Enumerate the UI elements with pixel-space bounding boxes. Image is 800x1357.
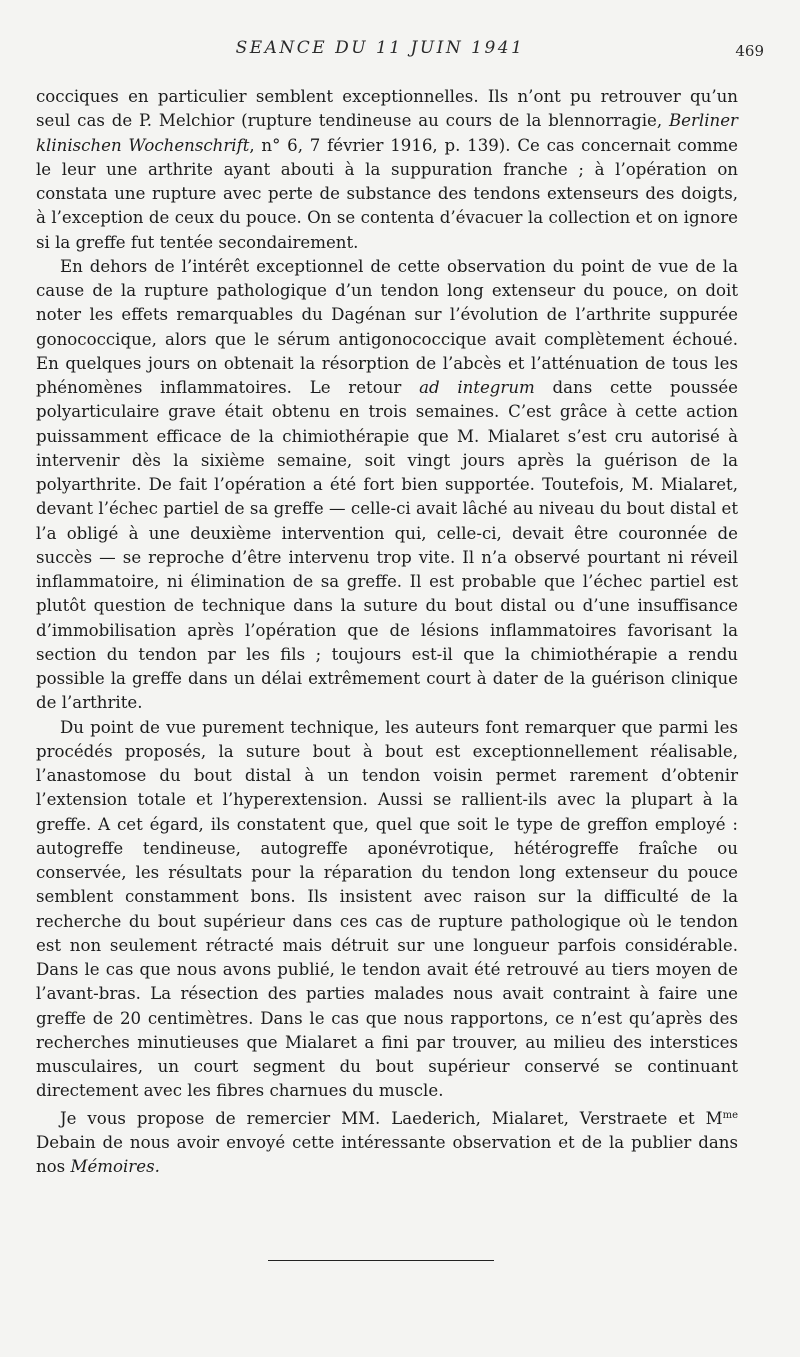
text-run: , n° 6, 7 février 1916, p. 139). Ce cas concernait comme le leur une arthrite ayant abouti à la suppuration franche ; à l’opération on constata une rupture avec perte de substance des tendons extenseurs des doigts, à l’exception de ceux du pouce. On se contenta d’évacuer la collection et on ignore si la greffe fut tentée secondairement.	[36, 135, 738, 252]
text-run: En dehors de l’intérêt exceptionnel de cette observation du point de vue de la cause de la rupture pathologique d’un tendon long extenseur du pouce, on doit noter les effets remarquables du Dagénan sur l’évolution de l’arthrite suppurée gonococcique, alors que le sérum antigonococcique avait complètement échoué. En quelques jours on obtenait la résorption de l’abcès et l’atténuation de tous les phénomènes inflammatoires. Le retour	[36, 256, 738, 397]
paragraph-4	[36, 1104, 738, 1180]
body-text	[36, 85, 738, 1179]
superscript-run: me	[722, 1109, 738, 1121]
italic-run: Berliner klinischen Wochenschrift	[36, 111, 738, 155]
text-run: cocciques en particulier semblent exceptionnelles. Ils n’ont pu retrouver qu’un seul cas de P. Melchior (rupture tendineuse au cours de la blennorragie,	[36, 87, 738, 131]
running-title: SEANCE DU 11 JUIN 1941	[235, 38, 525, 58]
italic-run: ad integrum	[419, 378, 535, 397]
text-run: Debain de nous avoir envoyé cette intéressante observation et de la publier dans nos	[36, 1132, 738, 1176]
text-run: Je vous propose de remercier MM. Laederich, Mialaret, Verstraete et M	[60, 1108, 723, 1128]
paragraph-2	[36, 255, 738, 716]
page-number: 469	[735, 42, 764, 60]
paragraph-1	[36, 85, 738, 255]
paragraph-3	[36, 716, 738, 1104]
text-run: Du point de vue purement technique, les auteurs font remarquer que parmi les procédés proposés, la suture bout à bout est exceptionnellement réalisable, l’anastomose du bout distal à un tendon voisin permet rarement d’obtenir l’extension totale et l’hyperextension. Aussi se rallient-ils avec la plupart à la greffe. A cet égard, ils constatent que, quel que soit le type de greffon employé : autogreffe tendineuse, autogreffe aponévrotique, hétérogreffe fraîche ou conservée, les résultats pour la réparation du tendon long extenseur du pouce semblent constamment bons. Ils insistent avec raison sur la difficulté de la recherche du bout supérieur dans ces cas de rupture pathologique où le tendon est non seulement rétracté mais détruit sur une longueur parfois considérable. Dans le cas que nous avons publié, le tendon avait été retrouvé au tiers moyen de l’avant-bras. La résection des parties malades nous avait contraint à faire une greffe de 20 centimètres. Dans le cas que nous rapportons, ce n’est qu’après des recherches minutieuses que Mialaret a fini par trouver, au milieu des interstices musculaires, un court segment du bout supérieur conservé se continuant directement avec les fibres charnues du muscle.	[36, 717, 738, 1101]
text-run: dans cette poussée polyarticulaire grave était obtenu en trois semaines. C’est grâce à cette action puissamment efficace de la chimiothérapie que M. Mialaret s’est cru autorisé à intervenir dès la sixième semaine, soit vingt jours après la guérison de la polyarthrite. De fait l’opération a été fort bien supportée. Toutefois, M. Mialaret, devant l’échec partiel de sa greffe — celle-ci avait lâché au niveau du bout distal et l’a obligé à une deuxième intervention qui, celle-ci, devait être couronnée de succès — se reproche d’être intervenu trop vite. Il n’a observé pourtant ni réveil inflammatoire, ni élimination de sa greffe. Il est probable que l’échec partiel est plutôt question de technique dans la suture du bout distal ou d’une insuffisance d’immobilisation après l’opération que de lésions inflammatoires favorisant la section du tendon par les fils ; toujours est-il que la chimiothérapie a rendu possible la greffe dans un délai extrêmement court à dater de la guérison clinique de l’arthrite.	[36, 378, 738, 713]
running-header	[0, 38, 800, 64]
italic-run: Mémoires.	[70, 1157, 160, 1176]
end-rule	[268, 1260, 494, 1261]
